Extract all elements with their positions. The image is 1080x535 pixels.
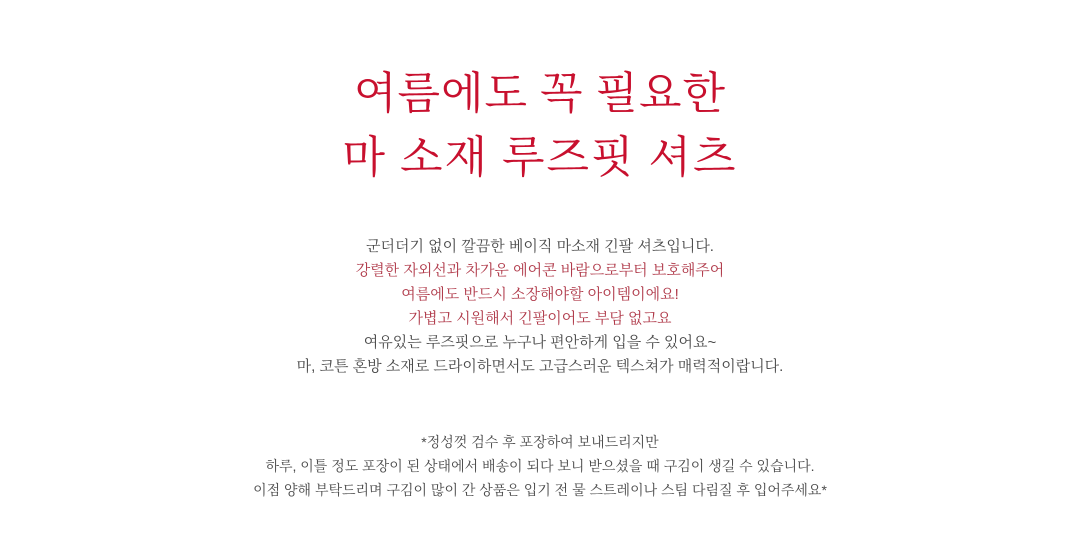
shipping-notice-block [0, 430, 1080, 502]
headline-line-1: 여름에도 꼭 필요한 [353, 69, 727, 118]
description-line-4: 가볍고 시원해서 긴팔이어도 부담 없고요 [408, 310, 672, 327]
description-block [0, 235, 1080, 379]
notice-line-2: 하루, 이틀 정도 포장이 된 상태에서 배송이 되다 보니 받으셨을 때 구김이 생길 수 있습니다. [265, 458, 815, 474]
description-line-5: 여유있는 루즈핏으로 누구나 편안하게 입을 수 있어요~ [363, 334, 717, 351]
headline-block [0, 62, 1080, 190]
description-line-2: 강렬한 자외선과 차가운 에어콘 바람으로부터 보호해주어 [355, 262, 725, 279]
description-line-3: 여름에도 반드시 소장해야할 아이템이에요! [401, 286, 679, 303]
headline-line-2: 마 소재 루즈핏 셔츠 [342, 133, 738, 182]
description-line-6: 마, 코튼 혼방 소재로 드라이하면서도 고급스러운 텍스쳐가 매력적이랍니다. [296, 358, 784, 375]
description-line-1: 군더더기 없이 깔끔한 베이직 마소재 긴팔 셔츠입니다. [366, 238, 714, 255]
notice-line-3: 이점 양해 부탁드리며 구김이 많이 간 상품은 입기 전 물 스트레이나 스팀 다림질 후 입어주세요* [253, 482, 827, 498]
notice-line-1: *정성껏 검수 후 포장하여 보내드리지만 [421, 434, 659, 450]
